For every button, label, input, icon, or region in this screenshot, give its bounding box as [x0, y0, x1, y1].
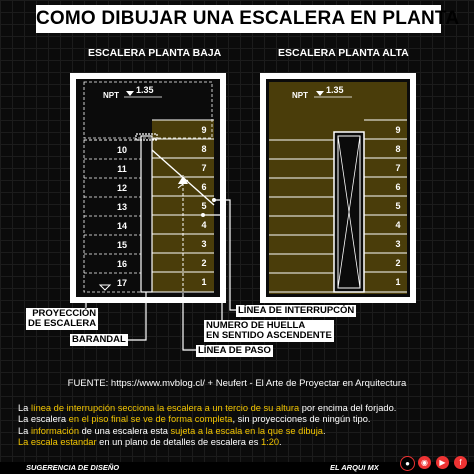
ground-step-number: 3: [201, 239, 207, 249]
ground-npt-value: 1.35: [136, 85, 154, 95]
ground-projection-step-number: 14: [116, 221, 128, 231]
ground-projection-step-number: 15: [116, 240, 128, 250]
ground-projection-step-number: 11: [117, 164, 127, 174]
upper-step-number: 9: [395, 125, 401, 135]
pinterest-icon[interactable]: ●: [400, 456, 415, 471]
callout-projection: PROYECCIÓN DE ESCALERA: [28, 308, 97, 329]
note-3: La información de una escalera esta sujeta a la escala en la que se dibuja.: [18, 425, 326, 436]
note-2: La escalera en el piso final se ve de forma completa, sin proyecciones de ningún tipo.: [18, 414, 371, 425]
upper-floor-plan: [263, 76, 413, 300]
callout-walk-line: LÍNEA DE PASO: [198, 345, 271, 356]
ground-step-number: 8: [201, 144, 207, 154]
facebook-icon[interactable]: f: [454, 456, 467, 469]
ground-projection-step-number: 10: [116, 145, 128, 155]
note-1: La línea de interrupción secciona la escalera a un tercio de su altura por encima del forjado.: [18, 403, 397, 413]
upper-npt-value: 1.35: [326, 85, 344, 95]
upper-step-number: 7: [395, 163, 401, 173]
upper-step-number: 2: [395, 258, 401, 268]
source-citation: FUENTE: https://www.mvblog.cl/ + Neufert - El Arte de Proyectar en Arquitectura: [67, 378, 407, 389]
upper-npt-prefix: NPT: [292, 91, 308, 100]
ground-plan-label: ESCALERA PLANTA BAJA: [88, 47, 222, 59]
page-title: COMO DIBUJAR UNA ESCALERA EN PLANTA: [36, 5, 441, 33]
note-4: La escala estandar en un plano de detalles de escalera es 1:20.: [18, 437, 282, 448]
instagram-icon[interactable]: ◉: [418, 456, 431, 469]
upper-plan-label: ESCALERA PLANTA ALTA: [278, 47, 409, 59]
ground-projection-step-number: 17: [116, 278, 128, 288]
ground-step-number: 9: [201, 125, 207, 135]
notes-block: [18, 403, 468, 449]
ground-step-number: 1: [201, 277, 207, 287]
callout-barandal: BARANDAL: [72, 334, 126, 345]
footer-right: EL ARQUI MX: [330, 463, 379, 472]
ground-step-number: 2: [201, 258, 207, 268]
ground-step-number: 7: [201, 163, 207, 173]
ground-projection-step-number: 16: [116, 259, 128, 269]
upper-step-number: 6: [395, 182, 401, 192]
ground-step-number: 4: [201, 220, 207, 230]
upper-step-number: 4: [395, 220, 401, 230]
callout-tread-number: NUMERO DE HUELLA EN SENTIDO ASCENDENTE: [206, 320, 332, 341]
youtube-icon[interactable]: ▶: [436, 456, 449, 469]
ground-step-number: 6: [201, 182, 207, 192]
ground-npt-prefix: NPT: [103, 91, 119, 100]
ground-projection-step-number: 12: [116, 183, 128, 193]
callout-interruption: LÍNEA DE INTERRUPCÓN: [238, 305, 355, 316]
upper-step-number: 5: [395, 201, 401, 211]
ground-step-number: 5: [201, 201, 207, 211]
upper-step-number: 8: [395, 144, 401, 154]
upper-step-number: 1: [395, 277, 401, 287]
upper-step-number: 3: [395, 239, 401, 249]
footer-left: SUGERENCIA DE DISEÑO: [26, 463, 120, 472]
ground-projection-step-number: 13: [116, 202, 128, 212]
